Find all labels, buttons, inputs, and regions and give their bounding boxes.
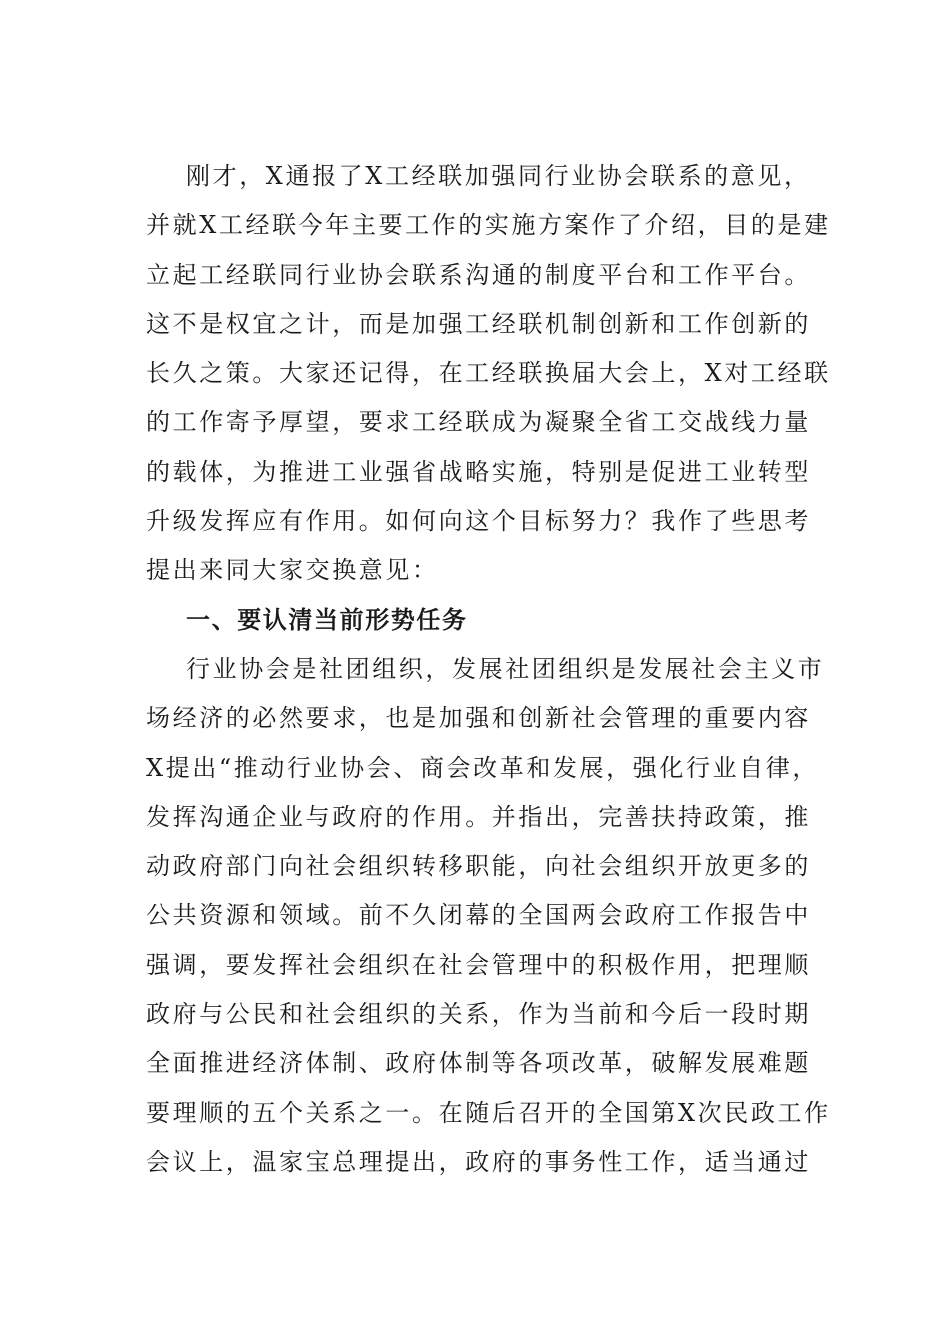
paragraph-1-line: 刚才，X通报了X工经联加强同行业协会联系的意见， <box>186 162 811 190</box>
paragraph-1-line: 立起工经联同行业协会联系沟通的制度平台和工作平台。 <box>146 260 811 289</box>
paragraph-2-line: X提出“推动行业协会、商会改革和发展，强化行业自律， <box>146 753 819 782</box>
paragraph-1-line: 并就X工经联今年主要工作的实施方案作了介绍，目的是建 <box>146 211 831 240</box>
paragraph-1-line: 的载体，为推进工业强省战略实施，特别是促进工业转型 <box>146 457 811 486</box>
paragraph-2-line: 要理顺的五个关系之一。在随后召开的全国第X次民政工作 <box>146 1098 831 1127</box>
paragraph-2-line: 政府与公民和社会组织的关系，作为当前和今后一段时期 <box>146 1000 811 1029</box>
paragraph-1-line: 升级发挥应有作用。如何向这个目标努力？我作了些思考 <box>146 507 811 536</box>
paragraph-2-line: 强调，要发挥社会组织在社会管理中的积极作用，把理顺 <box>146 950 811 979</box>
paragraph-2-line: 场经济的必然要求，也是加强和创新社会管理的重要内容 <box>146 704 811 733</box>
paragraph-2-line: 公共资源和领域。前不久闭幕的全国两会政府工作报告中 <box>146 901 811 930</box>
paragraph-2-line: 动政府部门向社会组织转移职能，向社会组织开放更多的 <box>146 852 811 881</box>
paragraph-1-line: 提出来同大家交换意见： <box>146 556 439 585</box>
paragraph-2-line: 全面推进经济体制、政府体制等各项改革，破解发展难题 <box>146 1049 811 1078</box>
paragraph-1-line: 的工作寄予厚望，要求工经联成为凝聚全省工交战线力量 <box>146 408 811 437</box>
paragraph-2-line: 行业协会是社团组织，发展社团组织是发展社会主义市 <box>186 654 825 683</box>
document-body <box>146 152 831 1187</box>
paragraph-2-line: 发挥沟通企业与政府的作用。并指出，完善扶持政策，推 <box>146 802 811 831</box>
section-heading: 一、要认清当前形势任务 <box>186 605 468 634</box>
paragraph-2-line: 会议上，温家宝总理提出，政府的事务性工作，适当通过 <box>146 1147 811 1176</box>
paragraph-1-line: 长久之策。大家还记得，在工经联换届大会上，X对工经联 <box>146 359 831 388</box>
paragraph-1-line: 这不是权宜之计，而是加强工经联机制创新和工作创新的 <box>146 309 811 338</box>
